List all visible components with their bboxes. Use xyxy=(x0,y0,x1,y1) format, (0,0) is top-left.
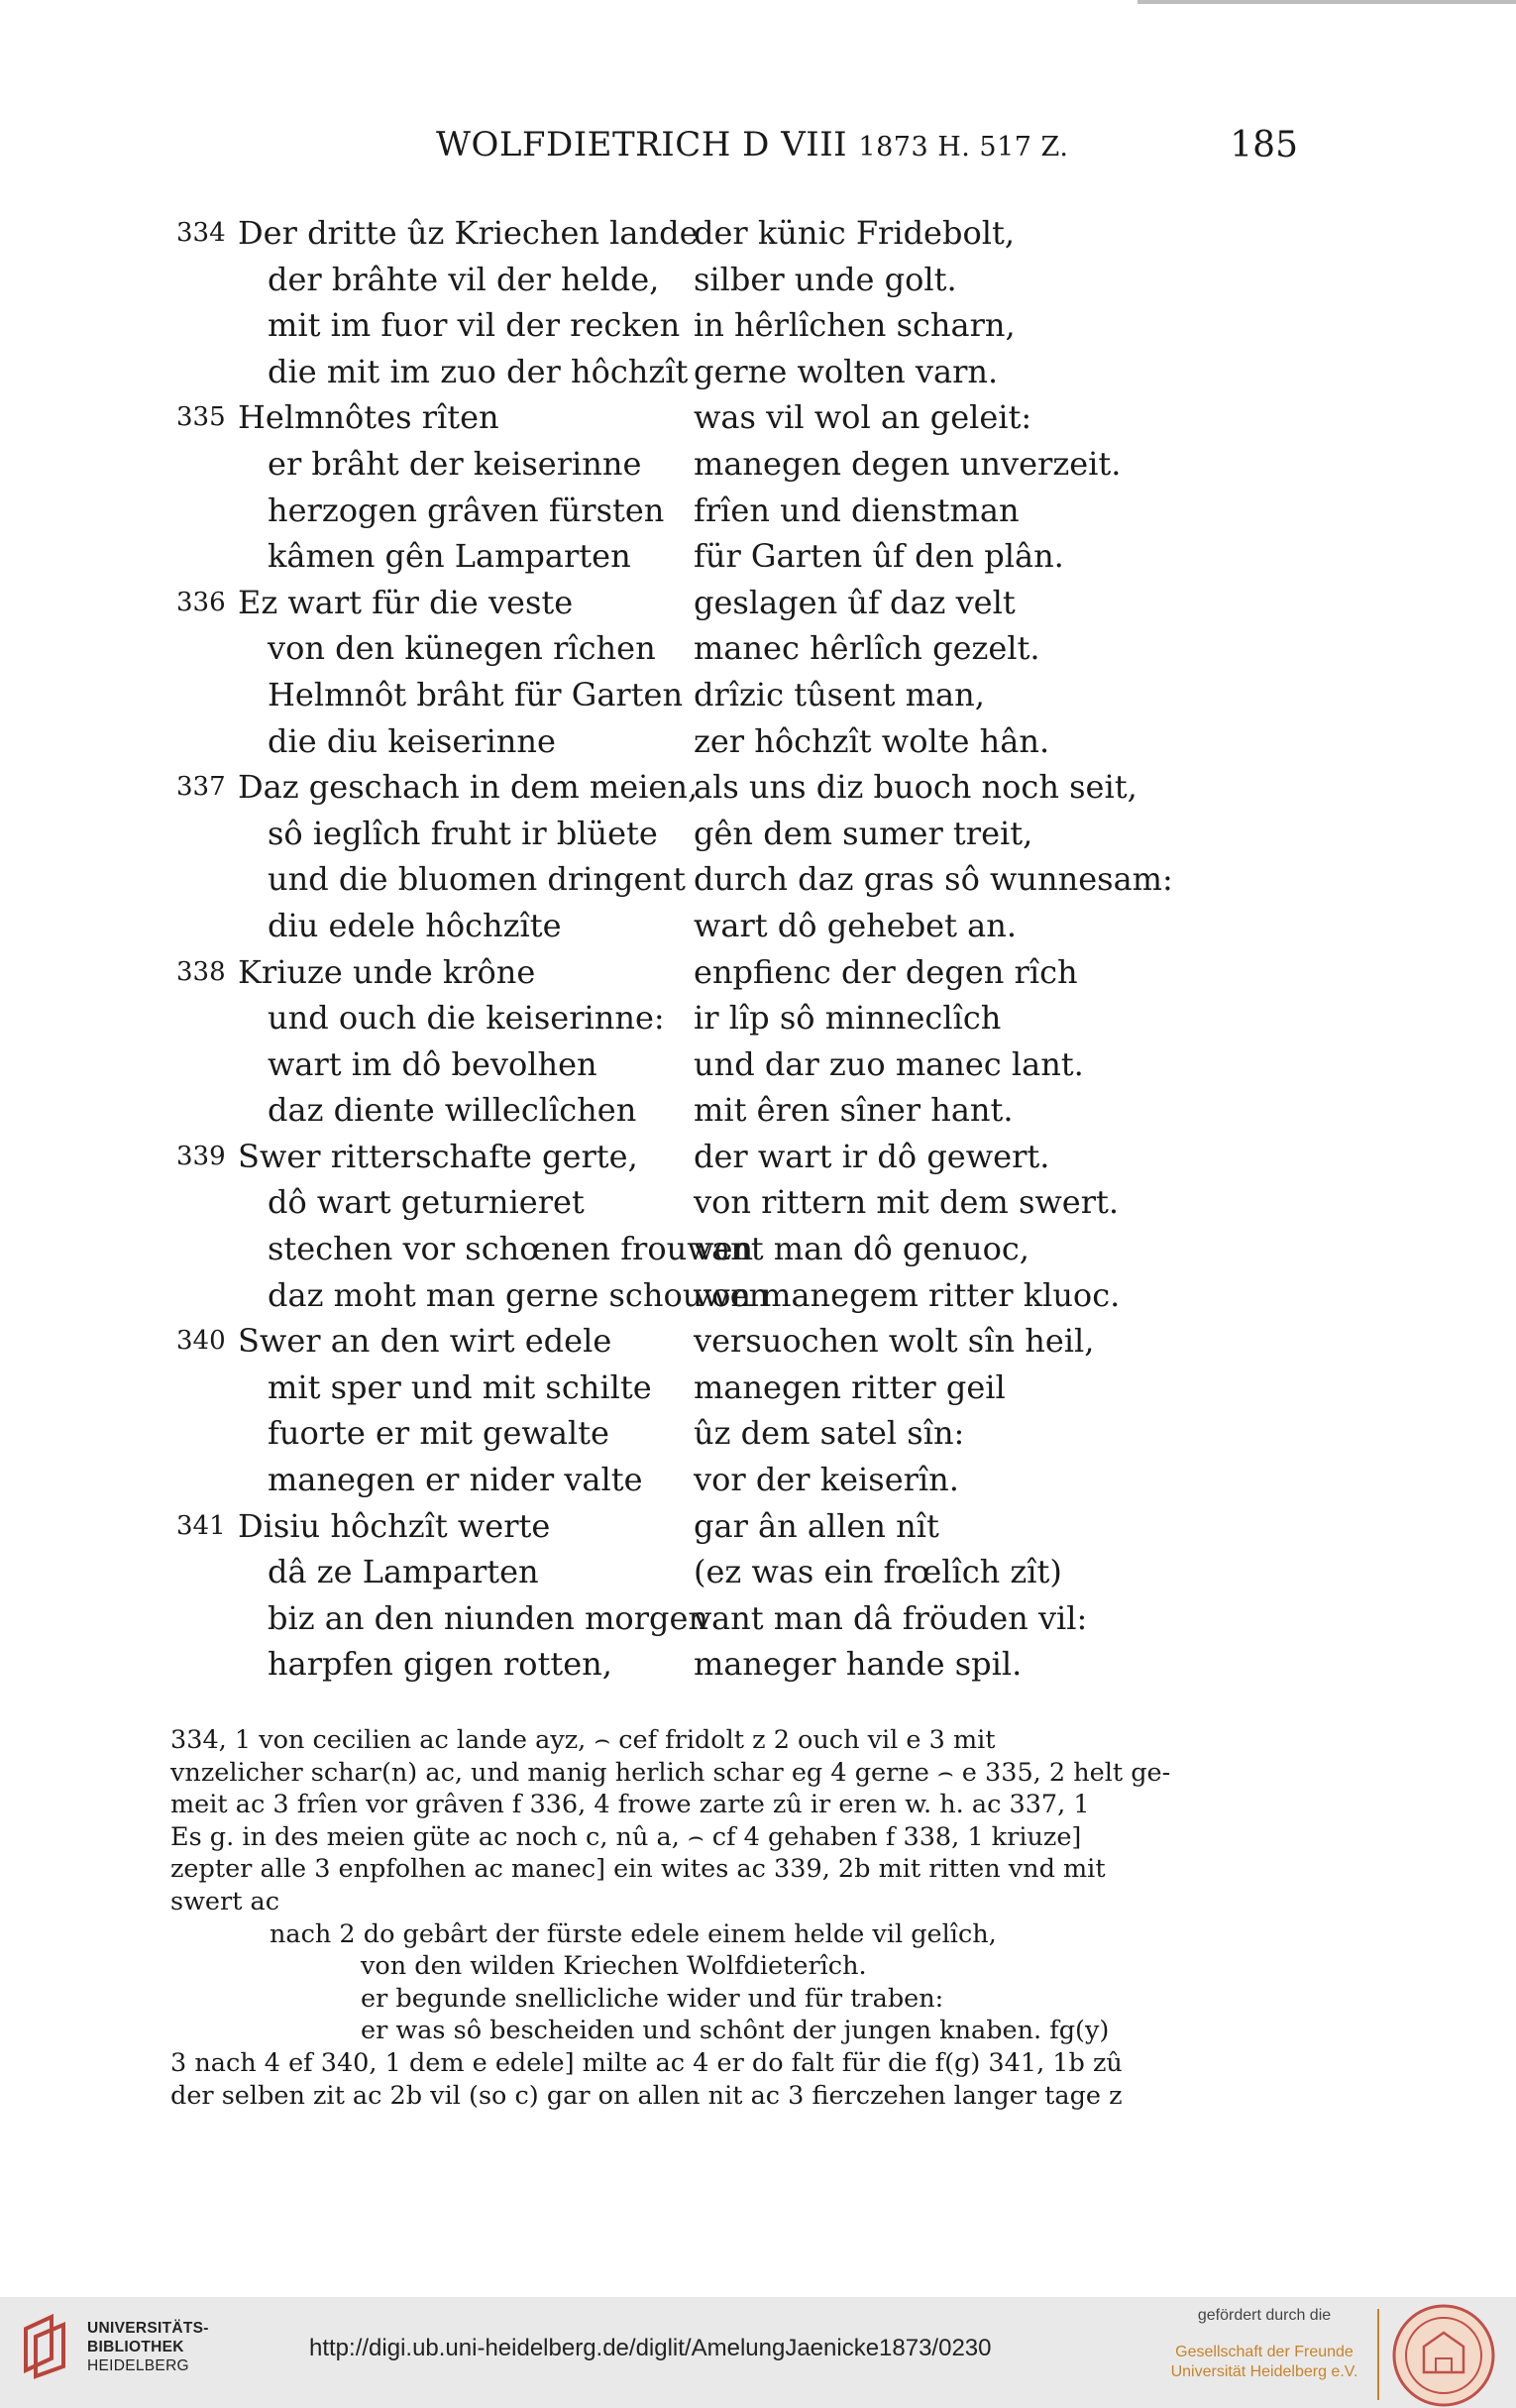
stanza-number: 336 xyxy=(176,587,226,617)
verse-line xyxy=(0,995,1516,1041)
verse-line xyxy=(0,1272,1516,1319)
stanza-number: 334 xyxy=(176,218,226,248)
verse-second-half: durch daz gras sô wunnesam: xyxy=(694,860,1173,899)
verse-first-half: kâmen gên Lamparten xyxy=(268,537,631,576)
verse-second-half: mit êren sîner hant. xyxy=(694,1091,1014,1130)
verse-line xyxy=(0,1041,1516,1088)
verse-line xyxy=(0,488,1516,534)
verse-second-half: maneger hande spil. xyxy=(694,1645,1023,1684)
verse-second-half: ir lîp sô minneclîch xyxy=(694,999,1002,1038)
sponsor-divider xyxy=(1377,2309,1379,2400)
verse-line xyxy=(0,210,1516,257)
verse-first-half: von den künegen rîchen xyxy=(268,629,656,668)
note-line: er begunde snellicliche wider und für traben: xyxy=(361,1983,944,2014)
verse-second-half: in hêrlîchen scharn, xyxy=(694,306,1016,345)
verse-first-half: Helmnôtes rîten xyxy=(238,398,499,437)
verse-line xyxy=(0,580,1516,626)
verse-second-half: manec hêrlîch gezelt. xyxy=(694,629,1040,668)
university-seal-icon xyxy=(1391,2303,1496,2408)
permalink-url[interactable]: http://digi.ub.uni-heidelberg.de/diglit/AmelungJaenicke1873/0230 xyxy=(309,2335,992,2361)
verse-line xyxy=(0,441,1516,488)
verse-text xyxy=(0,210,1516,1688)
verse-second-half: silber unde golt. xyxy=(694,260,957,298)
verse-first-half: harpfen gigen rotten, xyxy=(268,1645,612,1684)
verse-second-half: (ez was ein frœlîch zît) xyxy=(694,1553,1062,1591)
verse-first-half: Swer ritterschafte gerte, xyxy=(238,1137,638,1175)
verse-second-half: vor der keiserîn. xyxy=(694,1461,959,1499)
verse-second-half: von manegem ritter kluoc. xyxy=(694,1275,1121,1314)
note-line: von den wilden Kriechen Wolfdieterîch. xyxy=(361,1951,867,1982)
verse-first-half: fuorte er mit gewalte xyxy=(268,1414,609,1453)
verse-line xyxy=(0,302,1516,349)
verse-line xyxy=(0,1318,1516,1365)
verse-second-half: enpfienc der degen rîch xyxy=(694,952,1078,991)
verse-line xyxy=(0,1549,1516,1595)
verse-second-half: ûz dem satel sîn: xyxy=(694,1414,965,1453)
verse-second-half: gerne wolten varn. xyxy=(694,352,999,390)
verse-first-half: mit im fuor vil der recken xyxy=(268,306,681,345)
verse-second-half: gên dem sumer treit, xyxy=(694,814,1033,852)
verse-line xyxy=(0,718,1516,765)
verse-first-half: die diu keiserinne xyxy=(268,721,556,760)
verse-second-half: vant man dâ fröuden vil: xyxy=(694,1598,1088,1637)
sponsor-line1: gefördert durch die xyxy=(1197,2307,1332,2324)
note-line: 334, 1 von cecilien ac lande ayz, ⌢ cef fridolt z 2 ouch vil e 3 mit xyxy=(170,1725,996,1755)
verse-second-half: versuochen wolt sîn heil, xyxy=(694,1322,1095,1361)
verse-first-half: Helmnôt brâht für Garten xyxy=(268,675,684,713)
verse-line xyxy=(0,1457,1516,1503)
verse-second-half: wart dô gehebet an. xyxy=(694,906,1017,944)
verse-line xyxy=(0,257,1516,303)
top-edge-rule xyxy=(1137,0,1516,4)
verse-line xyxy=(0,856,1516,903)
verse-line xyxy=(0,1226,1516,1272)
verse-line xyxy=(0,1410,1516,1457)
verse-first-half: Der dritte ûz Kriechen lande xyxy=(238,214,699,252)
verse-line xyxy=(0,533,1516,580)
note-line: zepter alle 3 enpfolhen ac manec] ein wites ac 339, 2b mit ritten vnd mit xyxy=(170,1854,1106,1885)
verse-first-half: dô wart geturnieret xyxy=(268,1183,585,1222)
note-line: er was sô bescheiden und schônt der jungen knaben. fg(y) xyxy=(361,2016,1110,2046)
verse-second-half: der wart ir dô gewert. xyxy=(694,1137,1050,1175)
note-line: Es g. in des meien güte ac noch c, nû a, ⌢ cf 4 gehaben f 338, 1 kriuze] xyxy=(170,1821,1082,1852)
verse-first-half: der brâhte vil der helde, xyxy=(268,260,660,298)
verse-first-half: stechen vor schœnen frouwen xyxy=(268,1230,754,1268)
verse-second-half: für Garten ûf den plân. xyxy=(694,537,1064,576)
verse-line xyxy=(0,949,1516,996)
running-title-main: WOLFDIETRICH D VIII xyxy=(436,125,848,164)
note-line: vnzelicher schar(n) ac, und manig herlich schar eg 4 gerne ⌢ e 335, 2 helt ge- xyxy=(170,1757,1171,1788)
note-line: swert ac xyxy=(170,1886,280,1916)
verse-second-half: geslagen ûf daz velt xyxy=(694,583,1016,621)
sponsor-credit xyxy=(1165,2305,1363,2382)
library-name-line2: BIBLIOTHEK xyxy=(87,2339,184,2355)
verse-first-half: Swer an den wirt edele xyxy=(238,1322,612,1361)
verse-second-half: als uns diz buoch noch seit, xyxy=(694,768,1137,807)
verse-first-half: er brâht der keiserinne xyxy=(268,444,642,483)
verse-second-half: gar ân allen nît xyxy=(694,1506,939,1545)
verse-first-half: daz moht man gerne schouwen xyxy=(268,1275,770,1314)
verse-first-half: daz diente willeclîchen xyxy=(268,1091,637,1130)
verse-first-half: biz an den niunden morgen xyxy=(268,1598,709,1637)
verse-second-half: drîzic tûsent man, xyxy=(694,675,985,713)
verse-first-half: Daz geschach in dem meien, xyxy=(238,768,699,807)
verse-first-half: und die bluomen dringent xyxy=(268,860,686,899)
page-number: 185 xyxy=(1230,125,1298,165)
library-name-line3: HEIDELBERG xyxy=(87,2357,189,2374)
verse-line xyxy=(0,811,1516,857)
verse-line xyxy=(0,1134,1516,1180)
verse-first-half: Ez wart für die veste xyxy=(238,583,574,621)
stanza-number: 335 xyxy=(176,402,226,433)
running-title-edition: 1873 H. 517 Z. xyxy=(858,132,1069,163)
running-head xyxy=(170,125,1298,170)
note-line: der selben zit ac 2b vil (so c) gar on allen nit ac 3 fierczehen langer tage z xyxy=(170,2080,1123,2111)
apparatus-notes xyxy=(170,1724,1296,2112)
verse-second-half: manegen ritter geil xyxy=(694,1368,1006,1406)
sponsor-line3: Universität Heidelberg e.V. xyxy=(1170,2363,1358,2380)
library-name-line1: UNIVERSITÄTS- xyxy=(87,2320,209,2337)
verse-first-half: wart im dô bevolhen xyxy=(268,1044,597,1083)
verse-line xyxy=(0,764,1516,811)
verse-line xyxy=(0,1087,1516,1134)
verse-second-half: zer hôchzît wolte hân. xyxy=(694,721,1050,760)
verse-line xyxy=(0,672,1516,718)
verse-second-half: der künic Fridebolt, xyxy=(694,214,1015,252)
stanza-number: 340 xyxy=(176,1326,226,1357)
verse-first-half: die mit im zuo der hôchzît xyxy=(268,352,689,390)
note-line: 3 nach 4 ef 340, 1 dem e edele] milte ac 4 er do falt für die f(g) 341, 1b zû xyxy=(170,2047,1123,2078)
library-logo-icon xyxy=(22,2311,73,2380)
verse-second-half: vant man dô genuoc, xyxy=(694,1230,1029,1268)
stanza-number: 338 xyxy=(176,956,226,987)
running-title xyxy=(436,125,1068,164)
stanza-number: 339 xyxy=(176,1141,226,1171)
verse-second-half: und dar zuo manec lant. xyxy=(694,1044,1084,1083)
verse-line xyxy=(0,349,1516,395)
verse-first-half: Kriuze unde krône xyxy=(238,952,536,991)
verse-first-half: dâ ze Lamparten xyxy=(268,1553,539,1591)
verse-line xyxy=(0,903,1516,949)
verse-first-half: herzogen grâven fürsten xyxy=(268,491,665,529)
note-line: nach 2 do gebârt der fürste edele einem helde vil gelîch, xyxy=(270,1918,997,1949)
verse-first-half: manegen er nider valte xyxy=(268,1461,643,1499)
verse-first-half: und ouch die keiserinne: xyxy=(268,999,665,1038)
verse-second-half: was vil wol an geleit: xyxy=(694,398,1032,437)
stanza-number: 341 xyxy=(176,1510,226,1541)
verse-line xyxy=(0,1503,1516,1550)
verse-line xyxy=(0,1595,1516,1642)
verse-first-half: mit sper und mit schilte xyxy=(268,1368,652,1406)
verse-second-half: frîen und dienstman xyxy=(694,491,1020,529)
note-line: meit ac 3 frîen vor grâven f 336, 4 frowe zarte zû ir eren w. h. ac 337, 1 xyxy=(170,1790,1090,1820)
verse-line xyxy=(0,1365,1516,1411)
verse-second-half: von rittern mit dem swert. xyxy=(694,1183,1120,1222)
verse-first-half: diu edele hôchzîte xyxy=(268,906,562,944)
verse-first-half: sô ieglîch fruht ir blüete xyxy=(268,814,658,852)
verse-line xyxy=(0,1641,1516,1688)
verse-line xyxy=(0,625,1516,672)
verse-first-half: Disiu hôchzît werte xyxy=(238,1506,551,1545)
library-name xyxy=(87,2319,209,2375)
verse-second-half: manegen degen unverzeit. xyxy=(694,444,1122,483)
stanza-number: 337 xyxy=(176,772,226,803)
verse-line xyxy=(0,394,1516,441)
verse-line xyxy=(0,1179,1516,1226)
sponsor-line2: Gesellschaft der Freunde xyxy=(1175,2344,1354,2360)
